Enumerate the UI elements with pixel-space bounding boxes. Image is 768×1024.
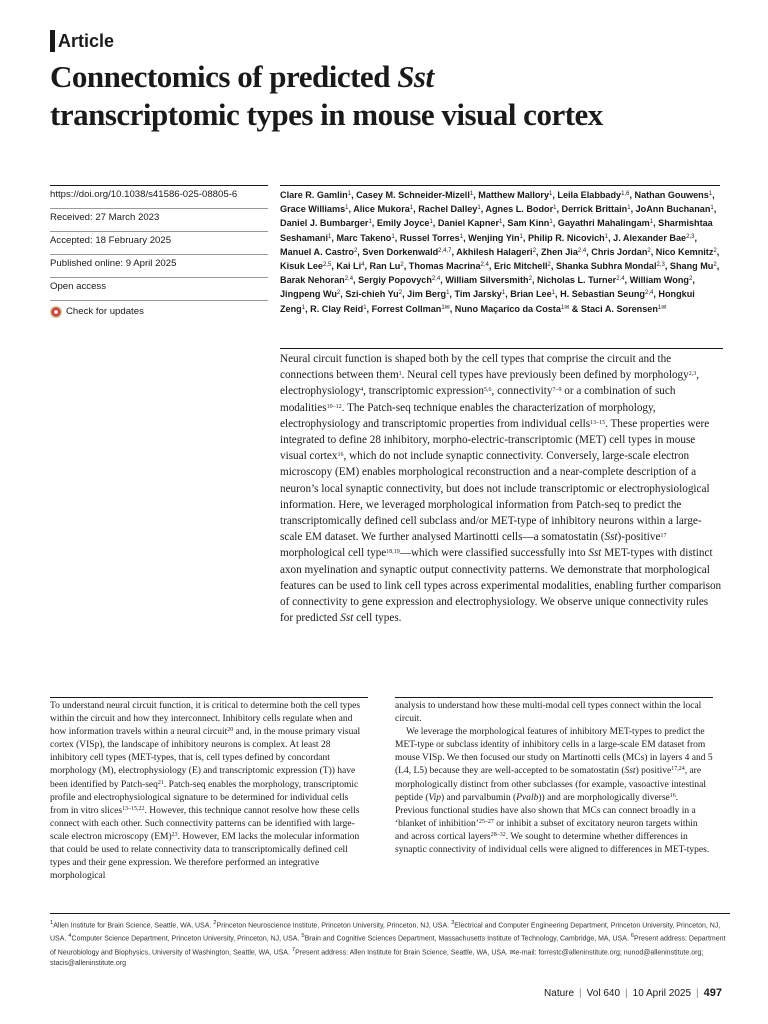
body-text: analysis to understand how these multi-modal cell types connect within the local circuit. — [395, 701, 702, 725]
author-name-text: Akhilesh Halageri — [456, 246, 533, 257]
author-name[interactable] — [280, 247, 357, 257]
author-name-text: Thomas Macrina — [408, 261, 481, 272]
author-name[interactable] — [372, 304, 450, 314]
author-name-text: Tim Jarsky — [454, 289, 502, 300]
author-name-text: J. Alexander Bae — [613, 232, 687, 243]
author-affiliation: 4 — [361, 262, 365, 269]
abstract-text: , connectivity — [491, 385, 553, 398]
body-text: To understand neural circuit function, it is critical to determine both the cell types within the circuit and how they interconnect. Inhibitory cells regulate when and how information travels within a neural circuit — [50, 701, 361, 738]
author-affiliation: 1 — [477, 205, 481, 212]
author-name[interactable] — [345, 289, 402, 299]
author-name[interactable] — [280, 218, 372, 228]
author-name-text: Kai Li — [336, 261, 362, 272]
author-name[interactable] — [377, 218, 433, 228]
author-name[interactable] — [636, 204, 714, 214]
author-name-text: Hongkui Zeng — [280, 289, 695, 314]
body-text: )) and are morphologically diverse — [538, 792, 670, 803]
author-name[interactable] — [362, 247, 451, 257]
author-name[interactable] — [630, 275, 693, 285]
article-type-label: Article — [58, 31, 115, 51]
open-access-label[interactable]: Open access — [50, 278, 268, 301]
abstract-citation: 2,3 — [688, 371, 697, 378]
affiliations-footnote — [50, 913, 730, 969]
footnote-text: Present address: Department of Neurobiology and Biophysics, University of Washington, Seattle, WA, USA. — [50, 935, 726, 956]
footnote-text: Princeton Neuroscience Institute, Princeton University, Princeton, NJ, USA. — [216, 922, 452, 930]
footnote-citation: 7 — [291, 946, 296, 953]
author-affiliation: 1 — [429, 219, 433, 226]
abstract-citation: 16 — [337, 452, 344, 459]
body-citation: 13–15,22 — [122, 805, 145, 812]
footnote-text: Computer Science Department, Princeton University, Princeton, NJ, USA. — [71, 935, 302, 943]
abstract-citation: 1 — [398, 371, 402, 378]
body-text: ) and parvalbumin ( — [441, 792, 517, 803]
author-affiliation: 2 — [547, 262, 551, 269]
body-citation: 28–32 — [490, 831, 506, 838]
author-name-text: Nicholas L. Turner — [537, 275, 617, 286]
body-italic: Sst — [624, 766, 636, 777]
author-affiliation: 2,4,7 — [438, 247, 452, 254]
abstract-text: morphological cell type — [280, 547, 387, 560]
abstract-citation: 13–15 — [590, 419, 606, 426]
author-name-text: Zhen Jia — [540, 246, 578, 257]
author-affiliation: 2 — [713, 247, 717, 254]
author-affiliation: 2,4 — [344, 276, 354, 283]
author-affiliation: 1 — [499, 219, 503, 226]
author-name-text: Jim Berg — [407, 289, 447, 300]
author-name[interactable] — [468, 233, 523, 243]
author-affiliation: 2 — [528, 276, 532, 283]
author-affiliation: 1 — [301, 304, 306, 311]
footnote-text: Allen Institute for Brain Science, Seattle, WA, USA. — [53, 922, 214, 930]
author-affiliation: 2,3 — [656, 262, 665, 269]
author-name-text: Marc Takeno — [336, 232, 392, 243]
body-text: , are morphologically distinct from other subclasses (for example, vasoactive intestinal peptide ( — [395, 766, 707, 803]
footnote-citation: 6 — [630, 933, 635, 940]
author-name[interactable] — [310, 304, 366, 314]
author-affiliation: 1 — [469, 191, 474, 197]
author-name-text: Leila Elabbady — [557, 190, 622, 200]
abstract-italic: Sst — [340, 612, 354, 625]
body-citation: 17,24 — [671, 766, 685, 773]
author-name[interactable] — [280, 275, 353, 285]
abstract-text: , electrophysiology — [280, 369, 700, 398]
abstract-text: MET-types with distinct axon myelination and synaptic output connectivity patterns. We demonstrate that morphological features can be used to link cell types across experimental modalities, enabling further comparison of connectivity to gene expression and electrophysiology. We observe unique connectivity rules for predicted — [280, 547, 722, 625]
body-paragraph — [395, 726, 713, 857]
author-name[interactable] — [280, 261, 331, 271]
abstract-text: . Neural cell types have previously been defined by morphology — [401, 369, 689, 382]
author-name-text: R. Clay Reid — [310, 303, 364, 314]
author-name[interactable] — [456, 247, 536, 257]
author-name[interactable] — [541, 247, 586, 257]
title-line1-text: Connectomics of predicted — [50, 59, 398, 94]
author-affiliation: 1 — [347, 191, 352, 197]
body-paragraph — [50, 700, 368, 883]
author-name-text: Sam Kinn — [507, 218, 550, 229]
author-affiliation: 1 — [368, 219, 372, 226]
author-affiliation: 2,4 — [645, 290, 654, 297]
abstract-citation: 10–12 — [326, 403, 342, 410]
abstract-italic: Sst — [604, 531, 618, 544]
author-affiliation: 1 — [345, 205, 349, 212]
body-column-2 — [395, 697, 713, 857]
received-date: Received: 27 March 2023 — [50, 209, 268, 232]
issue-date: 10 April 2025 — [632, 988, 692, 999]
abstract-text: cell types. — [353, 612, 402, 625]
abstract — [280, 348, 723, 626]
author-affiliation: 2 — [336, 290, 341, 297]
author-name[interactable] — [407, 289, 449, 299]
author-name[interactable] — [400, 233, 463, 243]
author-name[interactable] — [670, 261, 717, 271]
title-line2-text: transcriptomic types in mouse visual cortex — [50, 97, 603, 132]
author-name-text: Alice Mukora — [353, 204, 410, 215]
abstract-text: )-positive — [617, 531, 661, 544]
author-name-text: Russel Torres — [399, 232, 460, 243]
author-name-text: Rachel Dalley — [418, 204, 478, 215]
abstract-text: Neural circuit function is shaped both by the cell types that comprise the circuit and the connections between them — [280, 353, 672, 382]
author-affiliation: 2 — [353, 247, 358, 254]
abstract-text: . The Patch-seq technique enables the characterization of morphology, electrophysiology and transcriptomic properties from individual cells — [280, 401, 656, 430]
body-citation: 21 — [157, 779, 164, 786]
author-name[interactable] — [562, 204, 631, 214]
author-affiliation: 1✉ — [560, 304, 570, 311]
author-affiliation: 2,4 — [431, 276, 441, 283]
abstract-text: . These properties were integrated to define 28 inhibitory, morpho-electric-transcriptomic (MET) cell types in mouse visual cortex — [280, 417, 710, 463]
author-name-text: Eric Mitchell — [493, 261, 548, 272]
author-affiliation: 1 — [363, 304, 367, 311]
author-name-text: Philip R. Nicovich — [527, 232, 605, 243]
author-affiliation: 2 — [647, 247, 651, 254]
author-name[interactable] — [370, 261, 404, 271]
author-name-text: Matthew Mallory — [478, 190, 550, 200]
author-name[interactable] — [280, 289, 340, 299]
body-text: . However, EM lacks the molecular information that could be used to relate connectivity data to transcriptomically defined cell types and their gene expression. We therefore performed an integrative morphological — [50, 831, 360, 882]
author-name-text: Gayathri Mahalingam — [557, 218, 650, 229]
author-affiliation: 1 — [459, 233, 464, 240]
author-name[interactable] — [478, 190, 552, 200]
author-affiliation: 2 — [398, 290, 403, 297]
author-name[interactable] — [560, 289, 653, 299]
check-for-updates-button[interactable] — [50, 301, 268, 323]
author-name-text: Ran Lu — [369, 261, 401, 272]
page-footer: Nature | Vol 640 | 10 April 2025 | 497 — [544, 987, 722, 999]
body-citation: 16 — [669, 792, 676, 799]
author-name[interactable] — [280, 190, 351, 200]
author-list: Clare R. Gamlin$^1$, Casey M. Schneider-Mizell$^1$, Matthew Mallory$^1$, Leila Elabbady$^{1,6}$, Nathan Gouwens$^1$, Grace Williams$^1$, Alice Mukora$^1$, Rachel Dalley$^1$, Agnes L. Bodor$^1$, Derrick Brittain$^1$, JoAnn Buchanan$^1$, Daniel J. Bumbarger$^1$, Emily Joyce$^1$, Daniel Kapner$^1$, Sam Kinn$^1$, Gayathri Mahalingam$^1$, Sharmishtaa Seshamani$^1$, Marc Takeno$^1$, Russel Torres$^1$, Wenjing Yin$^1$, Philip R. Nicovich$^1$, J. Alexander Bae$^{2,3}$, Manuel A. Castro$^2$, Sven Dorkenwald$^{2,4,7}$, Akhilesh Halageri$^2$, Zhen Jia$^{2,4}$, Chris Jordan$^2$, Nico Kemnitz$^2$, Kisuk Lee$^{2,5}$, Kai Li$^4$, Ran Lu$^2$, Thomas Macrina$^{2,4}$, Eric Mitchell$^2$, Shanka Subhra Mondal$^{2,3}$, Shang Mu$^2$, Barak Nehoran$^{2,4}$, Sergiy Popovych$^{2,4}$, William Silversmith$^2$, Nicholas L. Turner$^{2,4}$, William Wong$^2$, Jingpeng Wu$^2$, Szi-chieh Yu$^2$, Jim Berg$^1$, Tim Jarsky$^1$, Brian Lee$^1$, H. Sebastian Seung$^{2,4}$, Hongkui Zeng$^1$, R. Clay Reid$^1$, Forrest Collman$^{1✉}$, Nuno Maçarico da Costa$^{1✉}$ & Staci A. Sorensen$^{1✉}$ — [280, 185, 720, 316]
author-name-text: Agnes L. Bodor — [485, 204, 554, 215]
author-name-text: Nuno Maçarico da Costa — [454, 303, 561, 314]
author-name[interactable] — [581, 304, 666, 314]
abstract-citation: 5,6 — [484, 387, 492, 394]
author-affiliation: 2,5 — [322, 262, 332, 269]
author-name-text: H. Sebastian Seung — [560, 289, 645, 300]
author-name-text: Forrest Collman — [371, 303, 442, 314]
doi-link[interactable]: https://doi.org/10.1038/s41586-025-08805-6 — [50, 185, 268, 209]
abstract-text: , transcriptomic expression — [363, 385, 485, 398]
body-text: We leverage the morphological features of inhibitory MET-types to predict the MET-type or subclass identity of inhibitory cells in a large-scale EM dataset from mouse VISp. We then focused our study on Martinotti cells (MCs) in layers 4 and 5 (L4, L5) because they are well-accepted to be somatostatin ( — [395, 727, 713, 777]
footnote-citation: 5 — [301, 933, 305, 940]
author-name-text: Nathan Gouwens — [634, 190, 709, 200]
abstract-citation: 7–9 — [552, 387, 562, 394]
title-italic-gene: Sst — [397, 59, 434, 94]
author-name-text: Chris Jordan — [591, 246, 648, 257]
author-name[interactable] — [558, 218, 653, 228]
author-name[interactable] — [454, 289, 505, 299]
author-name[interactable] — [409, 261, 489, 271]
author-affiliation: 2,4 — [480, 262, 489, 269]
author-name-text: William Wong — [629, 275, 689, 286]
author-name-text: Staci A. Sorensen — [580, 303, 658, 314]
author-affiliation: 2,4 — [616, 276, 625, 283]
body-citation: 23 — [171, 831, 178, 838]
footnote-text: Electrical and Computer Engineering Department, Princeton University, Princeton, NJ, USA. — [50, 922, 721, 943]
body-paragraph — [395, 700, 713, 726]
author-affiliation: 1 — [409, 205, 414, 212]
author-name[interactable] — [613, 233, 694, 243]
author-name[interactable] — [445, 275, 532, 285]
author-name[interactable] — [591, 247, 650, 257]
author-name-text: Kisuk Lee — [280, 261, 323, 272]
article-marker-bar — [50, 30, 55, 52]
footnote-text: Brain and Cognitive Sciences Department, Massachusetts Institute of Technology, Cambridge, MA, USA. — [304, 935, 631, 943]
abstract-italic: Sst — [588, 547, 602, 560]
author-name[interactable] — [528, 233, 608, 243]
journal-volume: Vol 640 — [586, 988, 621, 999]
author-name-text: Sharmishtaa Seshamani — [280, 218, 713, 243]
author-name[interactable] — [358, 275, 440, 285]
author-name-text: Manuel A. Castro — [280, 246, 354, 257]
body-text: or inhibit a subset of excitatory neuron targets within and across cortical layers — [395, 818, 698, 842]
footnote-citation: 3 — [451, 920, 455, 926]
page-title — [50, 58, 740, 134]
check-for-updates-icon — [50, 306, 62, 318]
author-affiliation: 1 — [519, 233, 523, 240]
author-affiliation: 1 — [553, 205, 557, 212]
body-text: . We sought to determine whether differences in synaptic connectivity of individual cells were aligned to differences in MET-types. — [395, 831, 710, 856]
author-name[interactable] — [510, 289, 555, 299]
author-name[interactable] — [418, 204, 480, 214]
author-affiliation: 1✉ — [657, 304, 667, 311]
author-affiliation: 1✉ — [441, 304, 450, 311]
author-name-text: Grace Williams — [280, 204, 346, 215]
author-affiliation: 2,3 — [686, 233, 695, 240]
author-name-text: Barak Nehoran — [280, 275, 345, 286]
author-affiliation: 1 — [627, 205, 631, 212]
body-citation: 20 — [227, 727, 234, 734]
author-name-text: Sergiy Popovych — [358, 275, 432, 286]
author-name-text: Shanka Subhra Mondal — [555, 261, 657, 272]
author-name[interactable] — [494, 261, 551, 271]
author-affiliation: 1 — [604, 233, 609, 240]
body-column-1 — [50, 697, 368, 883]
author-name[interactable] — [557, 190, 629, 200]
author-name[interactable] — [353, 204, 413, 214]
author-name[interactable] — [556, 261, 665, 271]
page-number: 497 — [703, 987, 722, 999]
author-name[interactable] — [635, 190, 713, 200]
body-citation: 25–27 — [478, 818, 494, 825]
author-affiliation: 2 — [400, 262, 404, 269]
author-affiliation: 1 — [649, 219, 654, 226]
author-affiliation: 1 — [551, 290, 556, 297]
author-name[interactable] — [280, 204, 348, 214]
author-affiliation: 1 — [549, 219, 553, 226]
author-affiliation: 1 — [549, 191, 553, 197]
published-date: Published online: 9 April 2025 — [50, 255, 268, 278]
author-name[interactable] — [656, 247, 717, 257]
author-name[interactable] — [438, 218, 503, 228]
footnote-text: ✉e-mail: forrestc@alleninstitute.org; nunod@alleninstitute.org; stacis@alleninstitute.org — [50, 948, 704, 967]
author-name[interactable] — [485, 204, 556, 214]
abstract-citation: 17 — [660, 533, 667, 540]
article-metadata — [50, 185, 268, 323]
author-name-text: Casey M. Schneider-Mizell — [356, 190, 470, 200]
author-name-text: Brian Lee — [510, 289, 552, 300]
abstract-citation: 4 — [360, 387, 364, 394]
body-italic: Vip — [428, 792, 442, 803]
author-affiliation: 2 — [532, 247, 536, 254]
author-name-text: Clare R. Gamlin — [280, 190, 348, 200]
author-name-text: Sven Dorkenwald — [362, 246, 439, 257]
author-affiliation: 1 — [708, 191, 713, 197]
author-affiliation: 1 — [446, 290, 450, 297]
author-affiliation: 2 — [713, 262, 717, 269]
author-name-text: Szi-chieh Yu — [345, 289, 399, 300]
author-affiliation: 1 — [710, 205, 714, 212]
check-for-updates-label: Check for updates — [66, 306, 144, 317]
author-affiliation: 1 — [501, 290, 506, 297]
author-name-text: Shang Mu — [669, 261, 714, 272]
body-text: ) positive — [635, 766, 672, 777]
author-affiliation: 2 — [688, 276, 693, 283]
footnote-text: Present address: Allen Institute for Brain Science, Seattle, WA, USA. — [295, 948, 510, 956]
body-text: . Previous functional studies have also shown that MCs can connect broadly in a ‘blanket of inhibition’ — [395, 792, 696, 829]
footnote-citation: 1 — [50, 920, 54, 926]
abstract-citation: 18,19 — [386, 549, 400, 556]
author-name[interactable] — [537, 275, 625, 285]
author-name-text: Nico Kemnitz — [655, 246, 714, 257]
footnote-citation: 4 — [68, 933, 72, 940]
abstract-text: —which were classified successfully into — [399, 547, 589, 560]
author-name-text: William Silversmith — [445, 275, 529, 286]
author-name-text: JoAnn Buchanan — [635, 204, 711, 215]
accepted-date: Accepted: 18 February 2025 — [50, 232, 268, 255]
author-name-text: Jingpeng Wu — [280, 289, 337, 300]
author-affiliation: 1 — [391, 233, 395, 240]
author-name[interactable] — [336, 233, 394, 243]
author-name-text: Wenjing Yin — [468, 232, 520, 243]
author-affiliation: 1,6 — [621, 191, 630, 197]
body-italic: Pvalb — [516, 792, 539, 803]
author-name-text: Derrick Brittain — [561, 204, 628, 215]
body-text: . However, this technique cannot resolve how these cells connect with each other. Such connectivity patterns can be identified with large-scale electron microscopy (EM) — [50, 805, 360, 842]
author-name[interactable] — [356, 190, 473, 200]
author-name-text: Emily Joyce — [376, 218, 430, 229]
journal-name: Nature — [544, 988, 575, 999]
author-name-text: Daniel Kapner — [437, 218, 499, 229]
body-text: . Patch-seq enables the morphology, transcriptomic profile and electrophysiological signature to be determined for individual cells from in vitro slices — [50, 779, 359, 816]
author-affiliation: 2,4 — [577, 247, 587, 254]
abstract-text: , which do not include synaptic connectivity. Conversely, large-scale electron microscopy (EM) enables morphological reconstruction and a near-complete description of a neuron’s local synaptic connectivity, but does not include transcriptomic or electrophysiological information. Here, we leveraged morphological information from Patch-seq to predict the transcriptomically defined cell subclass and/or MET-type of inhibitory neurons within a large-scale EM dataset. We further analysed Martinotti cells—a somatostatin ( — [280, 450, 710, 544]
footnote-citation: 2 — [213, 920, 217, 926]
author-name[interactable] — [507, 218, 552, 228]
author-affiliation: 1 — [328, 233, 332, 240]
author-name-text: Daniel J. Bumbarger — [280, 218, 369, 229]
abstract-text: or a combination of such modalities — [280, 385, 676, 414]
author-name[interactable] — [336, 261, 364, 271]
author-name[interactable] — [455, 304, 570, 314]
body-text: and, in the mouse primary visual cortex (VISp), the landscape of inhibitory neurons is complex. At least 28 inhibitory cell types (MET-types, that is, cell types defined by concordant morphology (M), electrophysiology (E) and transcriptomic expression (T)) have been identified by Patch-seq — [50, 727, 361, 790]
